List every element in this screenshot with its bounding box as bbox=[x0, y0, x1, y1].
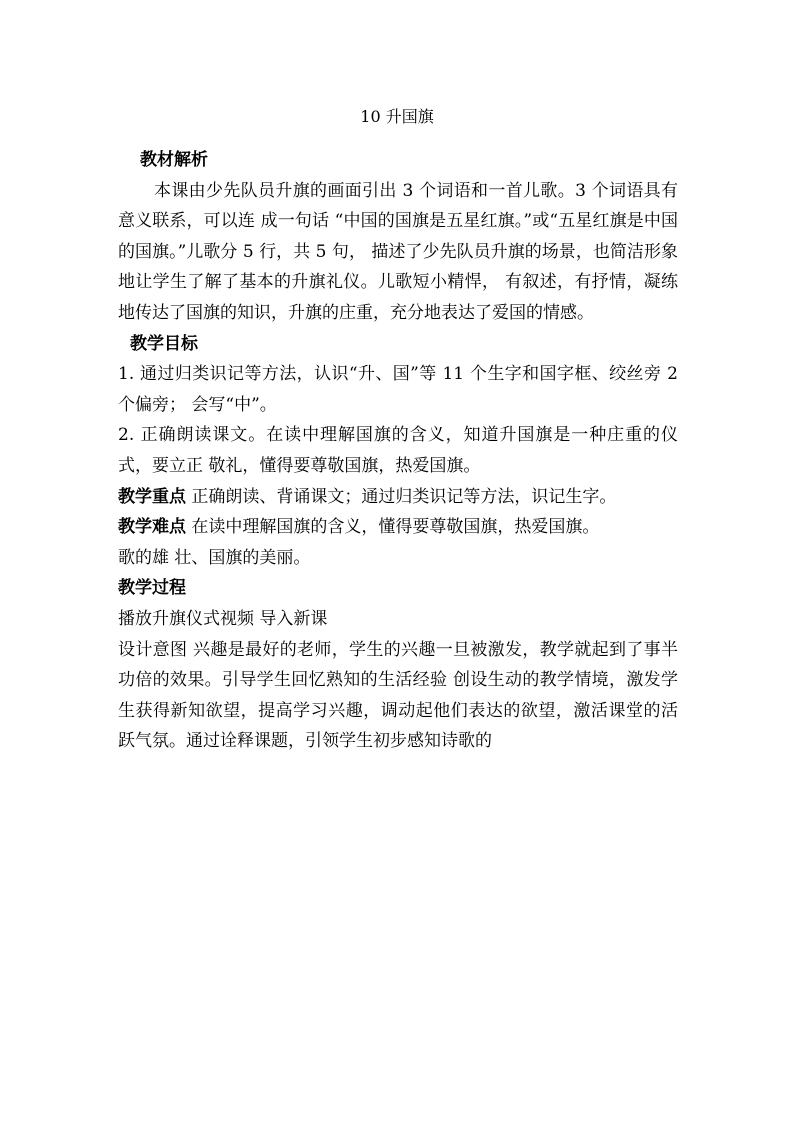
extra-line: 歌的雄 壮、国旗的美丽。 bbox=[118, 547, 311, 568]
difficulty-label: 教学难点 bbox=[118, 517, 186, 538]
heading-teaching-process: 教学过程 bbox=[118, 578, 186, 599]
design-intent-paragraph: 设计意图 兴趣是最好的老师，学生的兴趣一旦被激发，教学就起到了事半功倍的效果。引导学生回忆熟知的生活经验 创设生动的教学情境，激发学生获得新知欲望，提高学习兴趣，调动起他们表达的欲望，激活课堂的活跃气氛。通过诠释课题，引领学生初步感知诗歌的 bbox=[118, 639, 678, 752]
teaching-goal-1: 1. 通过归类识记等方法，认识“升、国”等 11 个生字和国字框、绞丝旁 2 个偏旁； 会写“中”。 bbox=[118, 364, 678, 415]
textbook-analysis-paragraph: 本课由少先队员升旗的画面引出 3 个词语和一首儿歌。3 个词语具有意义联系，可以连 成一句话 “中国的国旗是五星红旗。”或“五星红旗是中国的国旗。”儿歌分 5 行，共 5 句， 描述了少先队员升旗的场景，也简洁形象地让学生了解了基本的升旗礼仪。儿歌短小精悍， 有叙述，有抒情，凝练地传达了国旗的知识，升旗的庄重，充分地表达了爱国的情感。 bbox=[118, 180, 678, 323]
difficulty-text: 在读中理解国旗的含义，懂得要尊敬国旗，热爱国旗。 bbox=[186, 517, 600, 538]
key-point-label: 教学重点 bbox=[118, 486, 186, 507]
difficulty-line bbox=[118, 512, 678, 543]
key-point-line bbox=[118, 482, 678, 513]
lesson-title: 10 升国旗 bbox=[360, 107, 434, 126]
teaching-goal-2: 2. 正确朗读课文。在读中理解国旗的含义，知道升国旗是一种庄重的仪式，要立正 敬礼，懂得要尊敬国旗，热爱国旗。 bbox=[118, 425, 678, 476]
heading-teaching-goals: 教学目标 bbox=[130, 333, 198, 354]
key-point-text: 正确朗读、背诵课文；通过归类识记等方法，识记生字。 bbox=[186, 486, 617, 507]
document-body bbox=[118, 145, 678, 757]
process-step-1: 播放升旗仪式视频 导入新课 bbox=[118, 608, 328, 629]
heading-textbook-analysis: 教材解析 bbox=[140, 150, 208, 170]
